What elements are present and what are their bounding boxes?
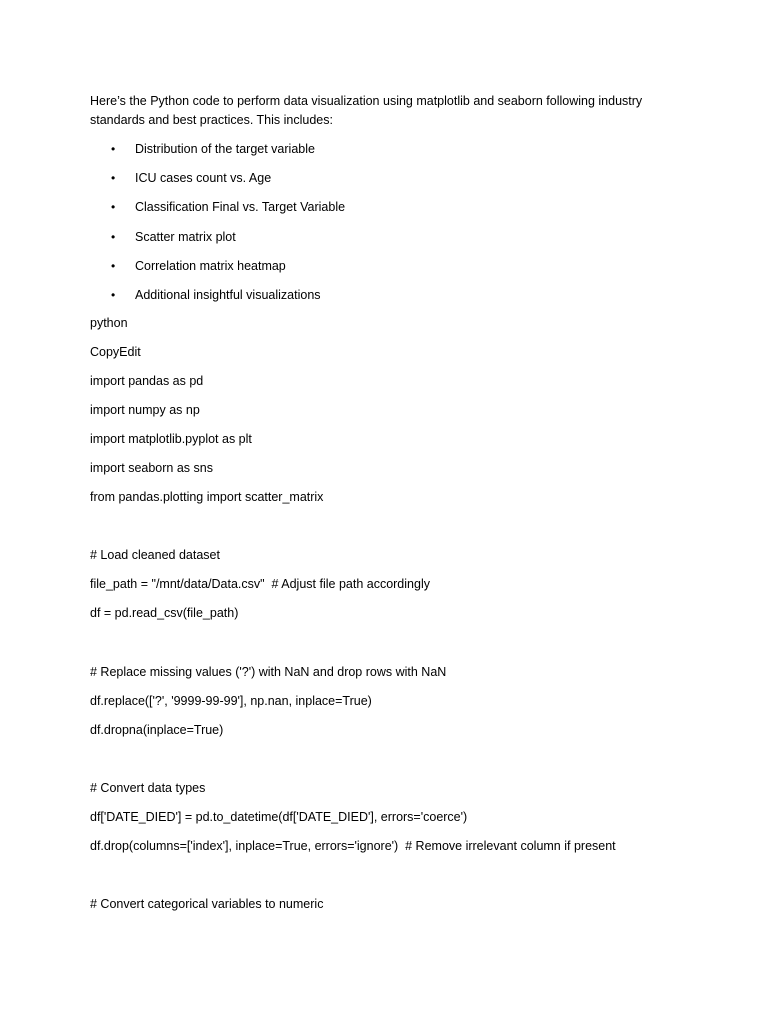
bullet-text: Correlation matrix heatmap [135, 258, 286, 273]
code-line: file_path = "/mnt/data/Data.csv" # Adjust file path accordingly [90, 577, 430, 592]
bullet-dot-icon: • [111, 258, 116, 273]
bullet-text: Scatter matrix plot [135, 229, 236, 244]
intro-paragraph: Here’s the Python code to perform data visualization using matplotlib and seaborn following industry standards and best practices. This includes: [90, 94, 643, 127]
code-line: df.replace(['?', '9999-99-99'], np.nan, inplace=True) [90, 693, 372, 708]
code-comment-line: # Convert data types [90, 780, 206, 795]
code-line: from pandas.plotting import scatter_matrix [90, 490, 324, 505]
bullet-item [90, 257, 690, 286]
code-block [90, 314, 730, 924]
code-line: import matplotlib.pyplot as plt [90, 432, 252, 447]
code-line: import numpy as np [90, 403, 200, 418]
bullet-dot-icon: • [111, 229, 116, 244]
bullet-item [90, 169, 690, 198]
feature-bullet-list [90, 140, 690, 315]
code-blank-line [90, 750, 730, 779]
bullet-dot-icon: • [111, 171, 116, 186]
copy-edit-label: CopyEdit [90, 345, 141, 360]
bullet-item [90, 286, 690, 315]
bullet-item [90, 140, 690, 169]
bullet-text: Additional insightful visualizations [135, 287, 321, 302]
code-comment-line: # Load cleaned dataset [90, 548, 220, 563]
code-line: df = pd.read_csv(file_path) [90, 606, 239, 621]
code-blank-line [90, 634, 730, 663]
code-line: df['DATE_DIED'] = pd.to_datetime(df['DATE_DIED'], errors='coerce') [90, 809, 468, 824]
bullet-item [90, 198, 690, 227]
bullet-text: Classification Final vs. Target Variable [135, 200, 346, 215]
code-line: df.drop(columns=['index'], inplace=True, errors='ignore') # Remove irrelevant column if present [90, 838, 616, 853]
code-line: import pandas as pd [90, 374, 204, 389]
code-blank-line [90, 517, 730, 546]
code-blank-line [90, 866, 730, 895]
bullet-item [90, 228, 690, 257]
bullet-dot-icon: • [111, 142, 116, 156]
bullet-dot-icon: • [111, 287, 116, 302]
bullet-text: ICU cases count vs. Age [135, 171, 272, 186]
bullet-text: Distribution of the target variable [135, 142, 315, 156]
code-comment-line: # Replace missing values ('?') with NaN and drop rows with NaN [90, 664, 447, 679]
code-line: df.dropna(inplace=True) [90, 722, 224, 737]
code-language-label: python [90, 316, 128, 330]
code-line: import seaborn as sns [90, 461, 213, 476]
bullet-dot-icon: • [111, 200, 116, 215]
code-comment-line: # Convert categorical variables to numeric [90, 896, 324, 911]
